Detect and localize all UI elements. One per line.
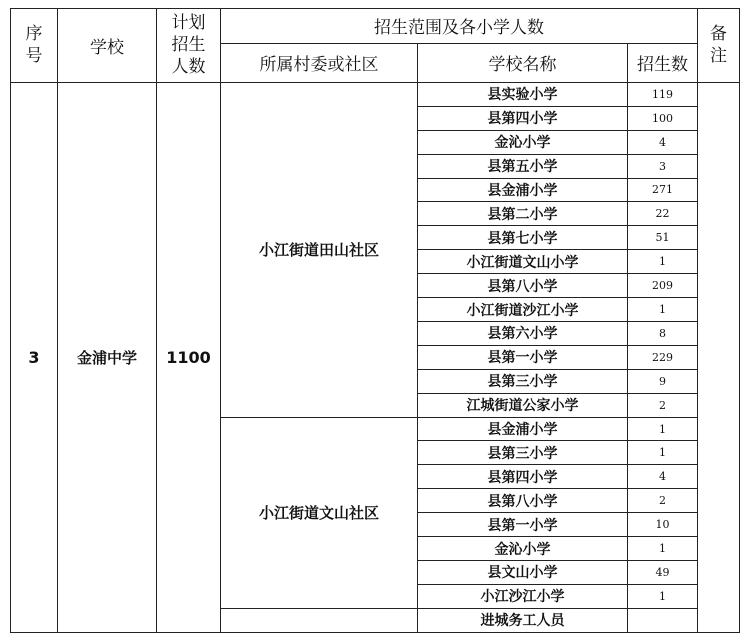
primary-school-name: 县第八小学	[418, 489, 628, 513]
enrollment-count: 1	[628, 584, 698, 608]
primary-school-name: 县第一小学	[418, 513, 628, 537]
primary-school-name: 县第六小学	[418, 321, 628, 345]
header-serial-text: 序 号	[25, 24, 43, 67]
enrollment-count: 1	[628, 537, 698, 561]
enrollment-count: 4	[628, 130, 698, 154]
primary-school-name: 县第八小学	[418, 274, 628, 298]
enrollment-count: 2	[628, 393, 698, 417]
enrollment-count: 1	[628, 417, 698, 441]
header-count: 招生数	[628, 43, 698, 82]
primary-school-name: 县金浦小学	[418, 178, 628, 202]
enrollment-count: 22	[628, 202, 698, 226]
enrollment-count: 51	[628, 226, 698, 250]
primary-school-name: 县第五小学	[418, 154, 628, 178]
header-serial	[11, 9, 58, 83]
primary-school-name: 小江街道文山小学	[418, 250, 628, 274]
header-note-text: 备 注	[710, 24, 727, 67]
header-school: 学校	[58, 9, 157, 83]
table-row	[11, 82, 740, 106]
community-name	[221, 608, 418, 632]
enrollment-count: 1	[628, 441, 698, 465]
primary-school-name: 县金浦小学	[418, 417, 628, 441]
note-cell	[698, 82, 740, 632]
enrollment-count: 1	[628, 250, 698, 274]
primary-school-name: 江城街道公家小学	[418, 393, 628, 417]
header-quota	[157, 9, 221, 83]
primary-school-name: 县第七小学	[418, 226, 628, 250]
enrollment-table	[10, 8, 740, 633]
enrollment-count: 8	[628, 321, 698, 345]
primary-school-name: 小江沙江小学	[418, 584, 628, 608]
primary-school-name: 县第四小学	[418, 106, 628, 130]
enrollment-count: 3	[628, 154, 698, 178]
enrollment-count: 2	[628, 489, 698, 513]
primary-school-name: 县第四小学	[418, 465, 628, 489]
primary-school-name: 县文山小学	[418, 561, 628, 585]
primary-school-name: 县实验小学	[418, 82, 628, 106]
header-quota-text: 计划 招生 人数	[171, 13, 206, 78]
enrollment-count: 4	[628, 465, 698, 489]
enrollment-count: 49	[628, 561, 698, 585]
enrollment-count: 209	[628, 274, 698, 298]
enrollment-count: 100	[628, 106, 698, 130]
planned-quota: 1100	[157, 82, 221, 632]
community-name: 小江街道田山社区	[221, 82, 418, 417]
middle-school-name: 金浦中学	[58, 82, 157, 632]
header-note	[698, 9, 740, 83]
primary-school-name: 金沁小学	[418, 130, 628, 154]
enrollment-count: 229	[628, 345, 698, 369]
header-community: 所属村委或社区	[221, 43, 418, 82]
primary-school-name: 金沁小学	[418, 537, 628, 561]
enrollment-count: 119	[628, 82, 698, 106]
primary-school-name: 县第三小学	[418, 369, 628, 393]
serial-number: 3	[11, 82, 58, 632]
primary-school-name: 县第一小学	[418, 345, 628, 369]
header-school-name: 学校名称	[418, 43, 628, 82]
enrollment-count: 9	[628, 369, 698, 393]
primary-school-name: 县第三小学	[418, 441, 628, 465]
header-range-title: 招生范围及各小学人数	[221, 9, 698, 44]
enrollment-count	[628, 608, 698, 632]
enrollment-count: 10	[628, 513, 698, 537]
primary-school-name: 小江街道沙江小学	[418, 298, 628, 322]
enrollment-count: 271	[628, 178, 698, 202]
enrollment-count: 1	[628, 298, 698, 322]
community-name: 小江街道文山社区	[221, 417, 418, 608]
primary-school-name: 县第二小学	[418, 202, 628, 226]
primary-school-name: 进城务工人员	[418, 608, 628, 632]
